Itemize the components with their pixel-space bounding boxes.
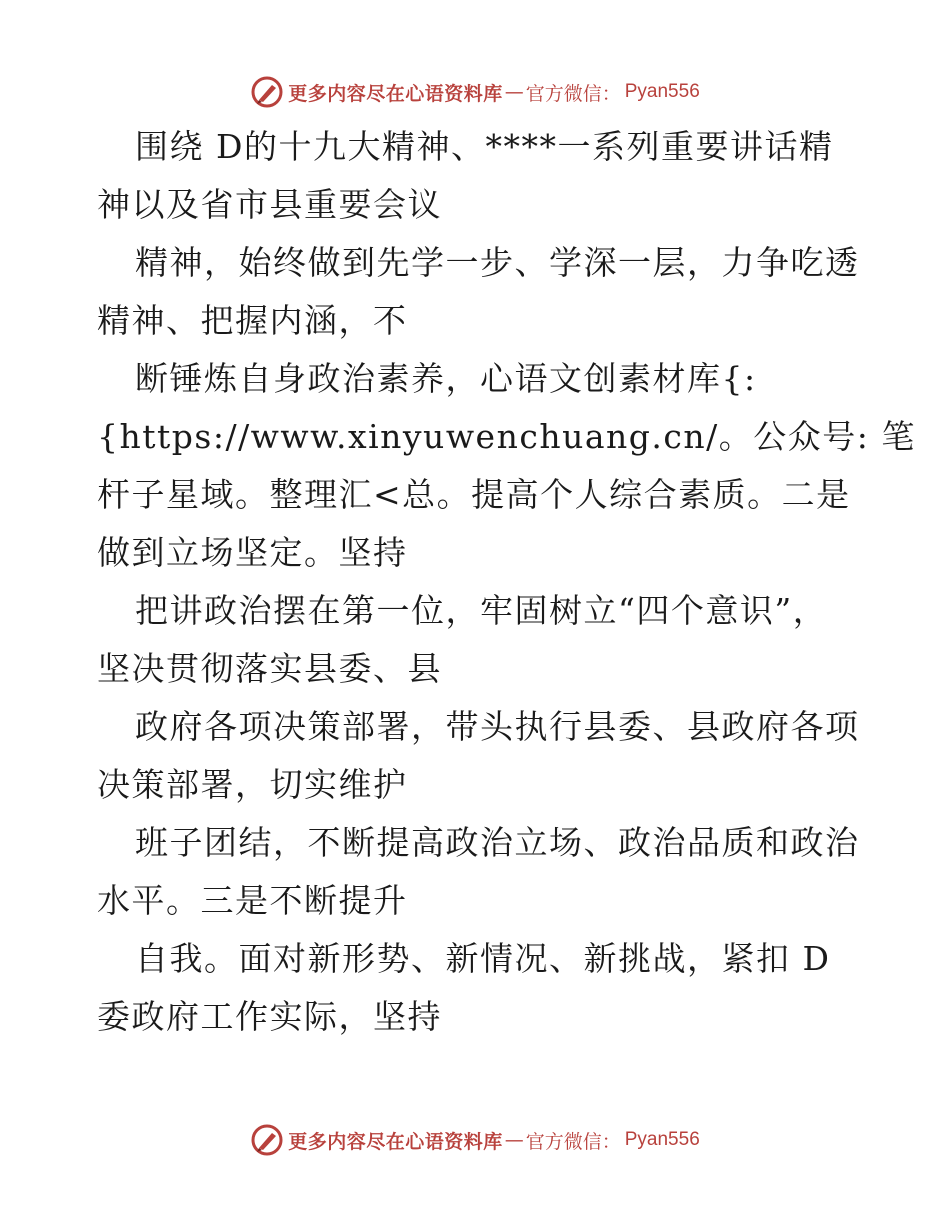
body-line: 坚决贯彻落实县委、县	[97, 649, 442, 688]
body-line: 决策部署，切实维护	[97, 765, 408, 804]
body-line: 断锤炼自身政治素养，心语文创素材库{:	[135, 359, 757, 398]
body-line: 政府各项决策部署，带头执行县委、县政府各项	[135, 707, 860, 746]
body-line: 精神、把握内涵，不	[97, 301, 408, 340]
body-line: 精神，始终做到先学一步、学深一层，力争吃透	[135, 243, 860, 282]
body-line: 做到立场坚定。坚持	[97, 533, 408, 572]
body-line: 把讲政治摆在第一位，牢固树立“四个意识”，	[135, 591, 828, 630]
body-line: 神以及省市县重要会议	[97, 185, 442, 224]
banner-separator: —	[504, 1129, 524, 1151]
body-line: 围绕 D的十九大精神、****一系列重要讲话精	[135, 127, 834, 166]
body-line: 自我。面对新形势、新情况、新挑战，紧扣 D	[135, 939, 831, 978]
banner-site-text: 更多内容尽在心语资料库	[288, 82, 503, 105]
body-line: 班子团结，不断提高政治立场、政治品质和政治	[135, 823, 860, 862]
header-watermark-banner	[0, 72, 950, 112]
pen-logo-icon	[250, 1123, 284, 1157]
body-line: 水平。三是不断提升	[97, 881, 408, 920]
banner-site-text: 更多内容尽在心语资料库	[288, 1130, 503, 1153]
banner-wechat-id: Pyan556	[624, 1129, 700, 1150]
banner-wechat-id: Pyan556	[624, 81, 700, 102]
banner-official-label: 官方微信：	[525, 82, 621, 105]
pen-logo-icon	[250, 75, 284, 109]
body-line: 委政府工作实际，坚持	[97, 997, 442, 1036]
body-line: 杆子星域。整理汇<总。提高个人综合素质。二是	[97, 475, 851, 514]
banner-official-label: 官方微信：	[525, 1130, 621, 1153]
banner-separator: —	[504, 81, 524, 103]
document-body	[97, 118, 916, 1046]
footer-watermark-banner	[0, 1120, 950, 1160]
body-line: {https://www.xinyuwenchuang.cn/。公众号: 笔	[97, 417, 916, 456]
